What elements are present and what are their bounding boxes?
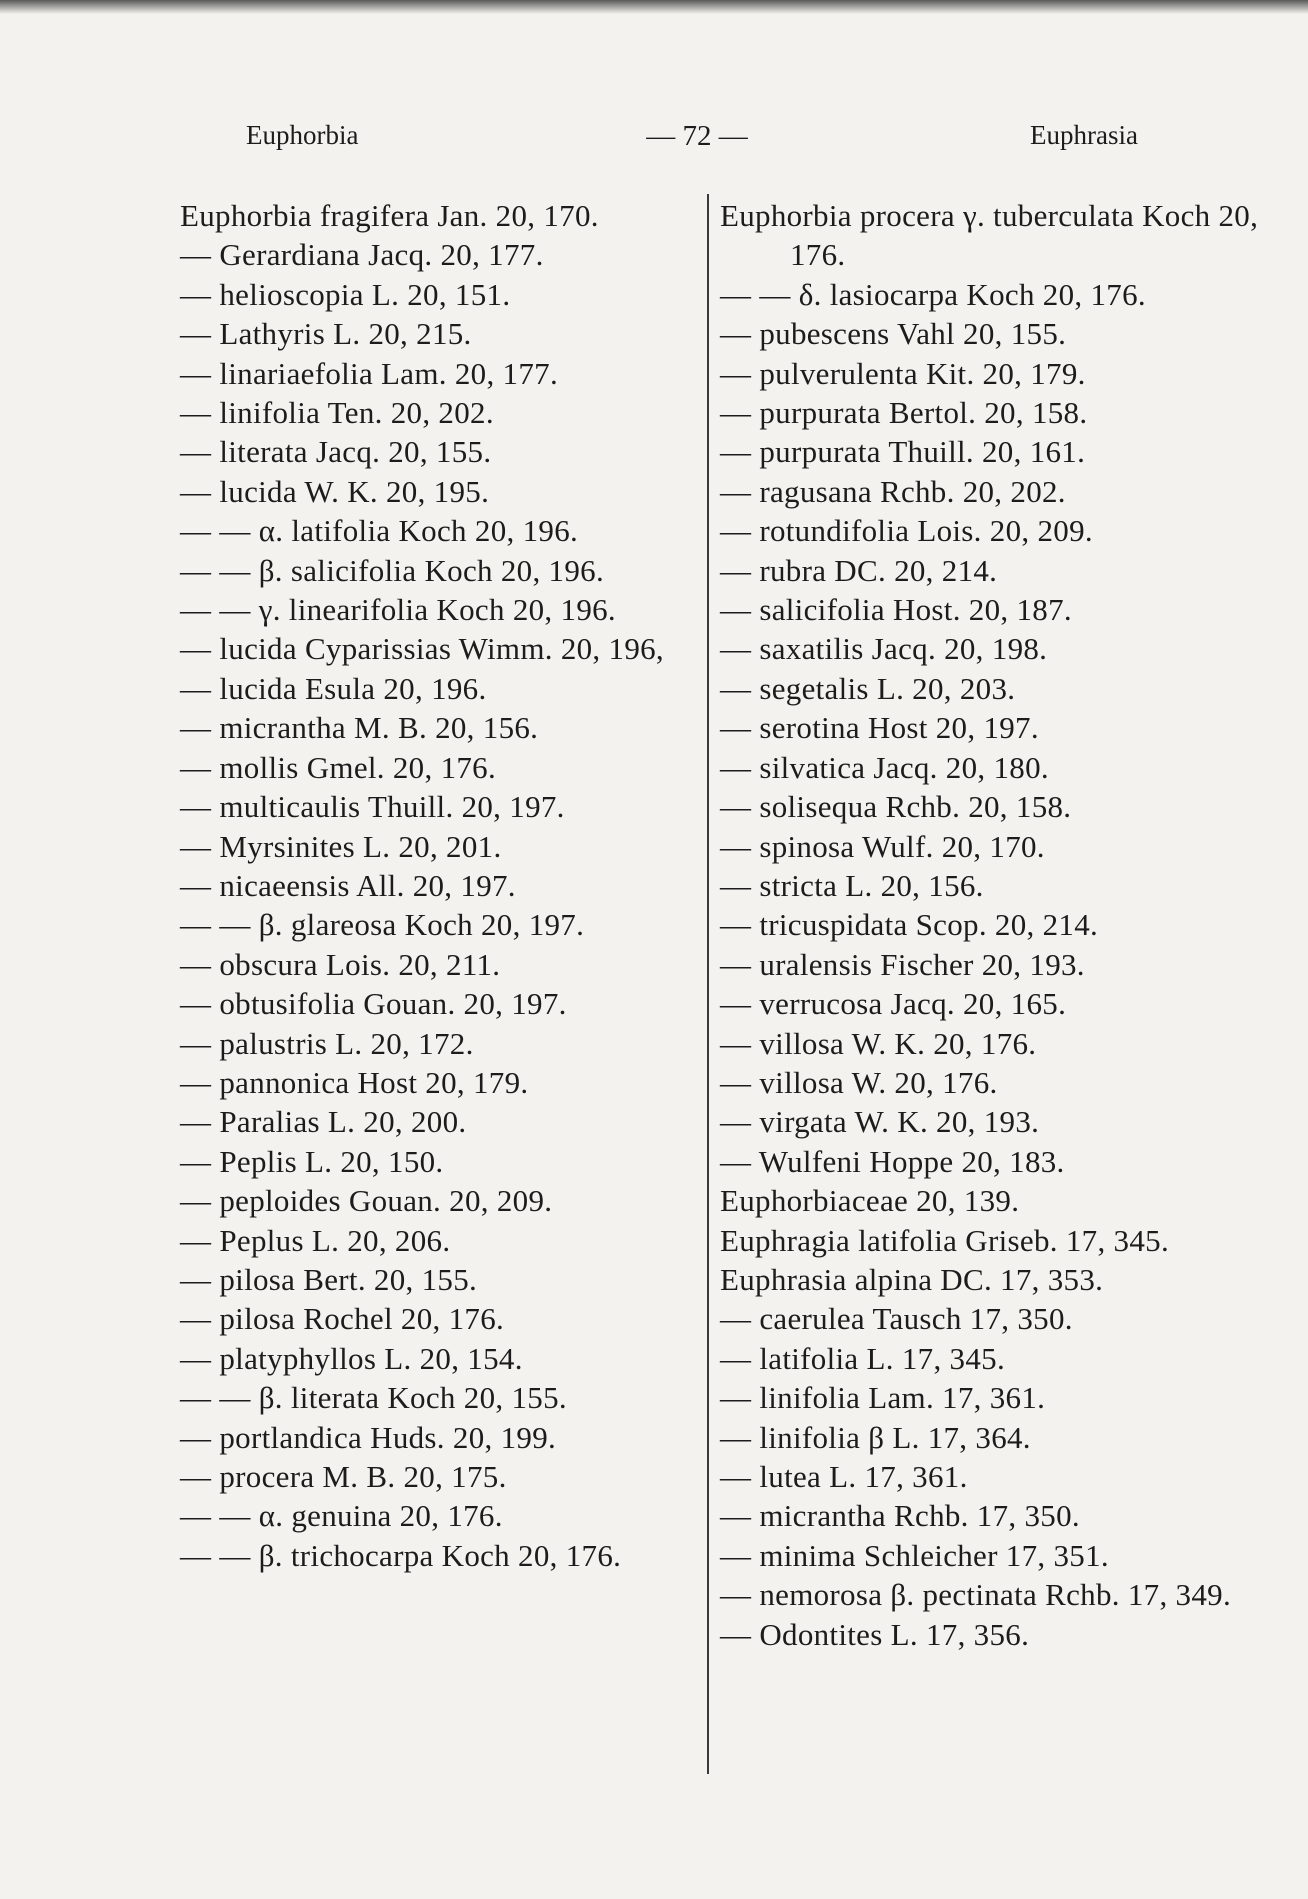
index-entry: — Gerardiana Jacq. 20, 177. [180, 237, 544, 273]
index-entry: — caerulea Tausch 17, 350. [720, 1301, 1073, 1337]
index-entry: — peploides Gouan. 20, 209. [180, 1183, 553, 1219]
index-entry: — portlandica Huds. 20, 199. [180, 1419, 557, 1455]
index-entry: — helioscopia L. 20, 151. [180, 276, 511, 312]
index-entry: — pulverulenta Kit. 20, 179. [720, 355, 1086, 391]
index-entry: — lucida W. K. 20, 195. [180, 473, 490, 509]
index-entry: — rubra DC. 20, 214. [720, 552, 998, 588]
index-entry: — verrucosa Jacq. 20, 165. [720, 986, 1067, 1022]
index-entry: — lucida Cyparissias Wimm. 20, 196, [180, 631, 664, 667]
page-top-shadow [0, 0, 1308, 14]
index-entry: Euphorbia fragifera Jan. 20, 170. [180, 198, 599, 233]
index-entry: — saxatilis Jacq. 20, 198. [720, 631, 1048, 667]
index-entry: — — γ. linearifolia Koch 20, 196. [180, 592, 616, 628]
index-entry: — Myrsinites L. 20, 201. [180, 828, 502, 864]
index-entry: — linifolia Lam. 17, 361. [720, 1380, 1046, 1416]
index-entry: — — β. trichocarpa Koch 20, 176. [180, 1537, 622, 1573]
index-entry: — pannonica Host 20, 179. [180, 1064, 529, 1100]
index-entry: — — α. genuina 20, 176. [180, 1498, 503, 1534]
index-entry: — lucida Esula 20, 196. [180, 670, 487, 706]
index-entry: — mollis Gmel. 20, 176. [180, 749, 497, 785]
index-entry: — palustris L. 20, 172. [180, 1025, 474, 1061]
right-column [720, 196, 1260, 1654]
index-entry: — salicifolia Host. 20, 187. [720, 592, 1072, 628]
index-entry: — Peplis L. 20, 150. [180, 1143, 444, 1179]
index-entry: — linifolia β L. 17, 364. [720, 1419, 1031, 1455]
index-entry: — serotina Host 20, 197. [720, 710, 1039, 746]
index-entry: — minima Schleicher 17, 351. [720, 1537, 1109, 1573]
index-entry: — villosa W. 20, 176. [720, 1064, 998, 1100]
index-entry: — literata Jacq. 20, 155. [180, 434, 492, 470]
index-entry: — silvatica Jacq. 20, 180. [720, 749, 1049, 785]
index-entry: — ragusana Rchb. 20, 202. [720, 473, 1066, 509]
page-number: — 72 — [646, 120, 748, 152]
index-entry: — linifolia Ten. 20, 202. [180, 395, 494, 431]
index-entry: — Wulfeni Hoppe 20, 183. [720, 1143, 1065, 1179]
index-entry: — micrantha Rchb. 17, 350. [720, 1498, 1080, 1534]
index-entry: — obtusifolia Gouan. 20, 197. [180, 986, 567, 1022]
index-entry: — nicaeensis All. 20, 197. [180, 867, 516, 903]
index-entry: — purpurata Bertol. 20, 158. [720, 395, 1088, 431]
index-entry: — pilosa Bert. 20, 155. [180, 1261, 478, 1297]
index-entry: — platyphyllos L. 20, 154. [180, 1340, 523, 1376]
index-entry: — procera M. B. 20, 175. [180, 1459, 507, 1494]
column-divider [707, 194, 709, 1774]
index-entry: — pubescens Vahl 20, 155. [720, 316, 1067, 352]
index-entry: — Odontites L. 17, 356. [720, 1616, 1030, 1652]
index-entry: — spinosa Wulf. 20, 170. [720, 828, 1045, 864]
left-column [180, 196, 710, 1575]
index-entry: — latifolia L. 17, 345. [720, 1340, 1005, 1376]
index-entry: — segetalis L. 20, 203. [720, 670, 1016, 706]
index-entry: Euphragia latifolia Griseb. 17, 345. [720, 1222, 1169, 1258]
index-entry: — villosa W. K. 20, 176. [720, 1025, 1037, 1061]
index-entry: — virgata W. K. 20, 193. [720, 1104, 1040, 1140]
header-right: Euphrasia [1030, 120, 1138, 150]
index-entry: — solisequa Rchb. 20, 158. [720, 789, 1072, 825]
index-entry: — — β. literata Koch 20, 155. [180, 1380, 567, 1416]
index-entry: — multicaulis Thuill. 20, 197. [180, 789, 565, 825]
index-entry: — Peplus L. 20, 206. [180, 1222, 451, 1258]
index-entry: — obscura Lois. 20, 211. [180, 946, 501, 982]
index-entry: — nemorosa β. pectinata Rchb. 17, 349. [720, 1577, 1232, 1613]
index-entry: — purpurata Thuill. 20, 161. [720, 434, 1086, 470]
index-entry: — Lathyris L. 20, 215. [180, 316, 472, 352]
index-entry: — stricta L. 20, 156. [720, 867, 984, 903]
index-entry: — Paralias L. 20, 200. [180, 1104, 467, 1140]
index-entry: — tricuspidata Scop. 20, 214. [720, 907, 1099, 943]
index-entry: Euphorbiaceae 20, 139. [720, 1183, 1020, 1219]
index-entry: — — β. salicifolia Koch 20, 196. [180, 552, 604, 588]
index-entry: — — δ. lasiocarpa Koch 20, 176. [720, 276, 1146, 312]
index-entry: — micrantha M. B. 20, 156. [180, 710, 539, 746]
index-entry: — pilosa Rochel 20, 176. [180, 1301, 505, 1337]
index-entry: — lutea L. 17, 361. [720, 1459, 968, 1494]
index-entry: — uralensis Fischer 20, 193. [720, 946, 1085, 982]
index-entry: — — α. latifolia Koch 20, 196. [180, 513, 579, 549]
index-entry: — rotundifolia Lois. 20, 209. [720, 513, 1093, 549]
index-entry: Euphrasia alpina DC. 17, 353. [720, 1261, 1104, 1297]
index-entry: — linariaefolia Lam. 20, 177. [180, 355, 559, 391]
index-entry: Euphorbia procera γ. tuberculata Koch 20, 176. [720, 198, 1259, 273]
index-entry: — — β. glareosa Koch 20, 197. [180, 907, 585, 943]
header-left: Euphorbia [246, 120, 359, 150]
